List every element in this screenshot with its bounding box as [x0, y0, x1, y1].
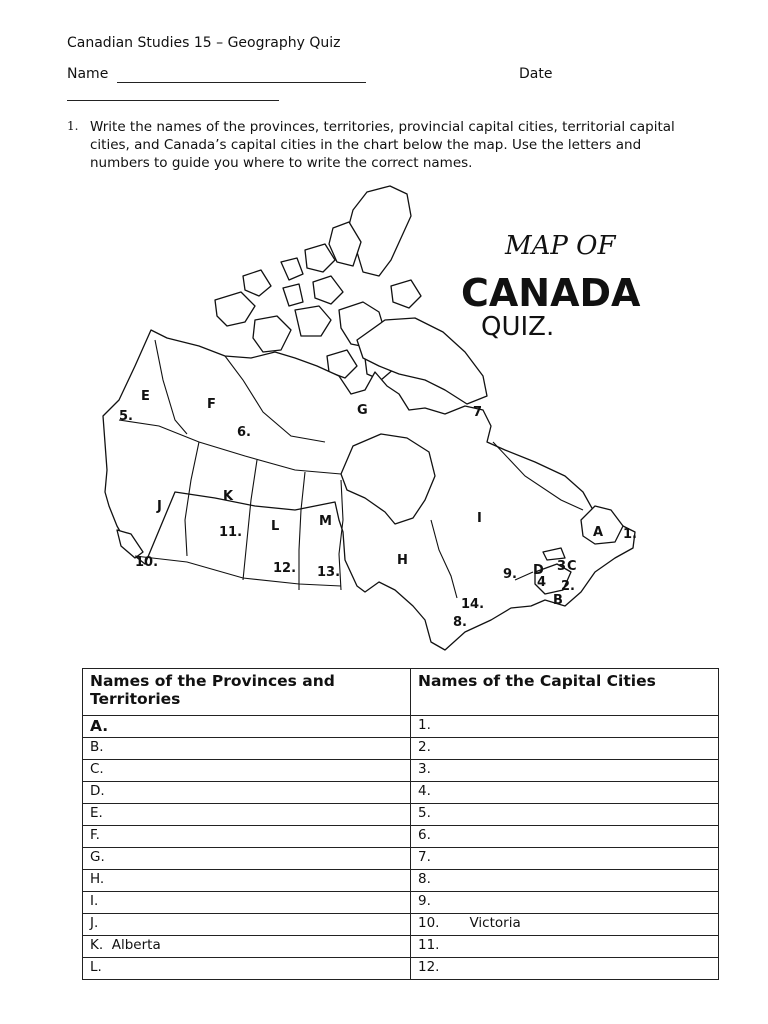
map-title-line3: QUIZ.	[481, 312, 555, 342]
capital-cell[interactable]	[411, 760, 719, 782]
capital-cell[interactable]	[411, 848, 719, 870]
col-header-provinces: Names of the Provinces and Territories	[83, 669, 411, 716]
capital-number: 9.	[418, 893, 431, 909]
province-cell[interactable]	[83, 716, 411, 738]
province-letter: L.	[90, 959, 102, 975]
table-row	[83, 738, 719, 760]
province-letter: H.	[90, 871, 105, 887]
table-row	[83, 892, 719, 914]
province-letter: B.	[90, 739, 104, 755]
capital-number: 4.	[418, 783, 431, 799]
province-cell[interactable]	[83, 914, 411, 936]
province-letter: F.	[90, 827, 100, 843]
province-cell[interactable]	[83, 826, 411, 848]
province-letter: D.	[90, 783, 105, 799]
province-letter: K.	[90, 937, 104, 953]
table-row	[83, 914, 719, 936]
arctic-island	[281, 258, 303, 280]
name-blank-line[interactable]	[117, 82, 366, 83]
province-cell[interactable]	[83, 804, 411, 826]
map-label-4: 4	[537, 575, 547, 590]
province-letter: A.	[90, 717, 109, 735]
map-label-b: B	[553, 593, 563, 608]
question-number: 1.	[67, 119, 79, 133]
province-cell[interactable]	[83, 738, 411, 760]
arctic-island	[391, 280, 421, 308]
arctic-island	[295, 306, 331, 336]
map-label-m: M	[319, 514, 332, 529]
capital-cell[interactable]	[411, 826, 719, 848]
map-label-k: K	[223, 489, 234, 504]
map-label-i: I	[477, 511, 482, 526]
capital-number: 11.	[418, 937, 440, 953]
capital-cell[interactable]	[411, 870, 719, 892]
province-letter: I.	[90, 893, 99, 909]
province-cell[interactable]	[83, 936, 411, 958]
table-row	[83, 936, 719, 958]
map-label-l: L	[271, 519, 280, 534]
province-cell[interactable]	[83, 870, 411, 892]
capital-answer: Victoria	[469, 915, 521, 931]
capital-cell[interactable]	[411, 892, 719, 914]
capital-cell[interactable]	[411, 804, 719, 826]
table-row	[83, 848, 719, 870]
map-label-10: 10.	[135, 555, 159, 570]
table-row	[83, 804, 719, 826]
map-label-f: F	[207, 397, 216, 412]
map-label-j: J	[157, 499, 162, 514]
map-label-8: 8.	[453, 615, 467, 630]
map-label-3: 3	[557, 559, 567, 574]
province-answer: Alberta	[111, 937, 161, 953]
map-label-e: E	[141, 389, 150, 404]
table-row	[83, 826, 719, 848]
quiz-title: Canadian Studies 15 – Geography Quiz	[67, 35, 341, 51]
date-blank-line[interactable]	[67, 100, 279, 101]
capital-number: 7.	[418, 849, 431, 865]
capital-number: 1.	[418, 717, 431, 733]
map-label-7: 7	[473, 405, 483, 420]
capital-cell[interactable]	[411, 738, 719, 760]
capital-cell[interactable]	[411, 716, 719, 738]
arctic-island	[243, 270, 271, 296]
col-header-capitals: Names of the Capital Cities	[411, 669, 719, 716]
capital-number: 8.	[418, 871, 431, 887]
map-label-12: 12.	[273, 561, 297, 576]
arctic-island	[313, 276, 343, 304]
province-cell[interactable]	[83, 848, 411, 870]
capital-cell[interactable]	[411, 958, 719, 980]
question-text: Write the names of the provinces, territories, provincial capital cities, territorial capital cities, and Canada’s capital cities in the chart below the map. Use the letters and numbers to guide you where to write the correct names.	[90, 119, 675, 171]
table-row	[83, 958, 719, 980]
map-label-11: 11.	[219, 525, 243, 540]
capital-number: 5.	[418, 805, 431, 821]
map-label-2: 2.	[561, 579, 575, 594]
table-row	[83, 760, 719, 782]
capital-cell[interactable]	[411, 782, 719, 804]
map-label-9: 9.	[503, 567, 517, 582]
canada-map-drawing	[95, 180, 655, 655]
capital-number: 2.	[418, 739, 431, 755]
province-letter: E.	[90, 805, 103, 821]
arctic-island	[253, 316, 291, 352]
map-label-6: 6.	[237, 425, 251, 440]
province-cell[interactable]	[83, 958, 411, 980]
capital-number: 6.	[418, 827, 431, 843]
province-cell[interactable]	[83, 892, 411, 914]
map-title-line1: MAP OF	[505, 231, 616, 261]
map-label-5: 5.	[119, 409, 133, 424]
arctic-island	[283, 284, 303, 306]
border-49th-parallel	[135, 556, 341, 586]
capital-number: 3.	[418, 761, 431, 777]
arctic-island	[215, 292, 255, 326]
map-label-h: H	[397, 553, 408, 568]
name-label: Name	[67, 66, 109, 82]
map-label-c: C	[567, 559, 577, 574]
date-label: Date	[519, 66, 553, 82]
table-row	[83, 716, 719, 738]
province-cell[interactable]	[83, 760, 411, 782]
table-row	[83, 782, 719, 804]
province-letter: G.	[90, 849, 105, 865]
capital-cell[interactable]	[411, 914, 719, 936]
province-cell[interactable]	[83, 782, 411, 804]
map-title-line2: CANADA	[461, 271, 641, 315]
map-label-1: 1.	[623, 527, 637, 542]
capital-cell[interactable]	[411, 936, 719, 958]
map-label-13: 13.	[317, 565, 341, 580]
capital-number: 10.	[418, 915, 440, 931]
map-label-a: A	[593, 525, 604, 540]
map-label-14: 14.	[461, 597, 485, 612]
province-letter: J.	[90, 915, 99, 931]
table-row	[83, 870, 719, 892]
map-label-d: D	[533, 563, 544, 578]
capital-number: 12.	[418, 959, 440, 975]
answer-table	[82, 668, 719, 980]
canada-map	[95, 180, 655, 655]
province-letter: C.	[90, 761, 104, 777]
map-label-g: G	[357, 403, 368, 418]
table-header-row	[83, 669, 719, 716]
